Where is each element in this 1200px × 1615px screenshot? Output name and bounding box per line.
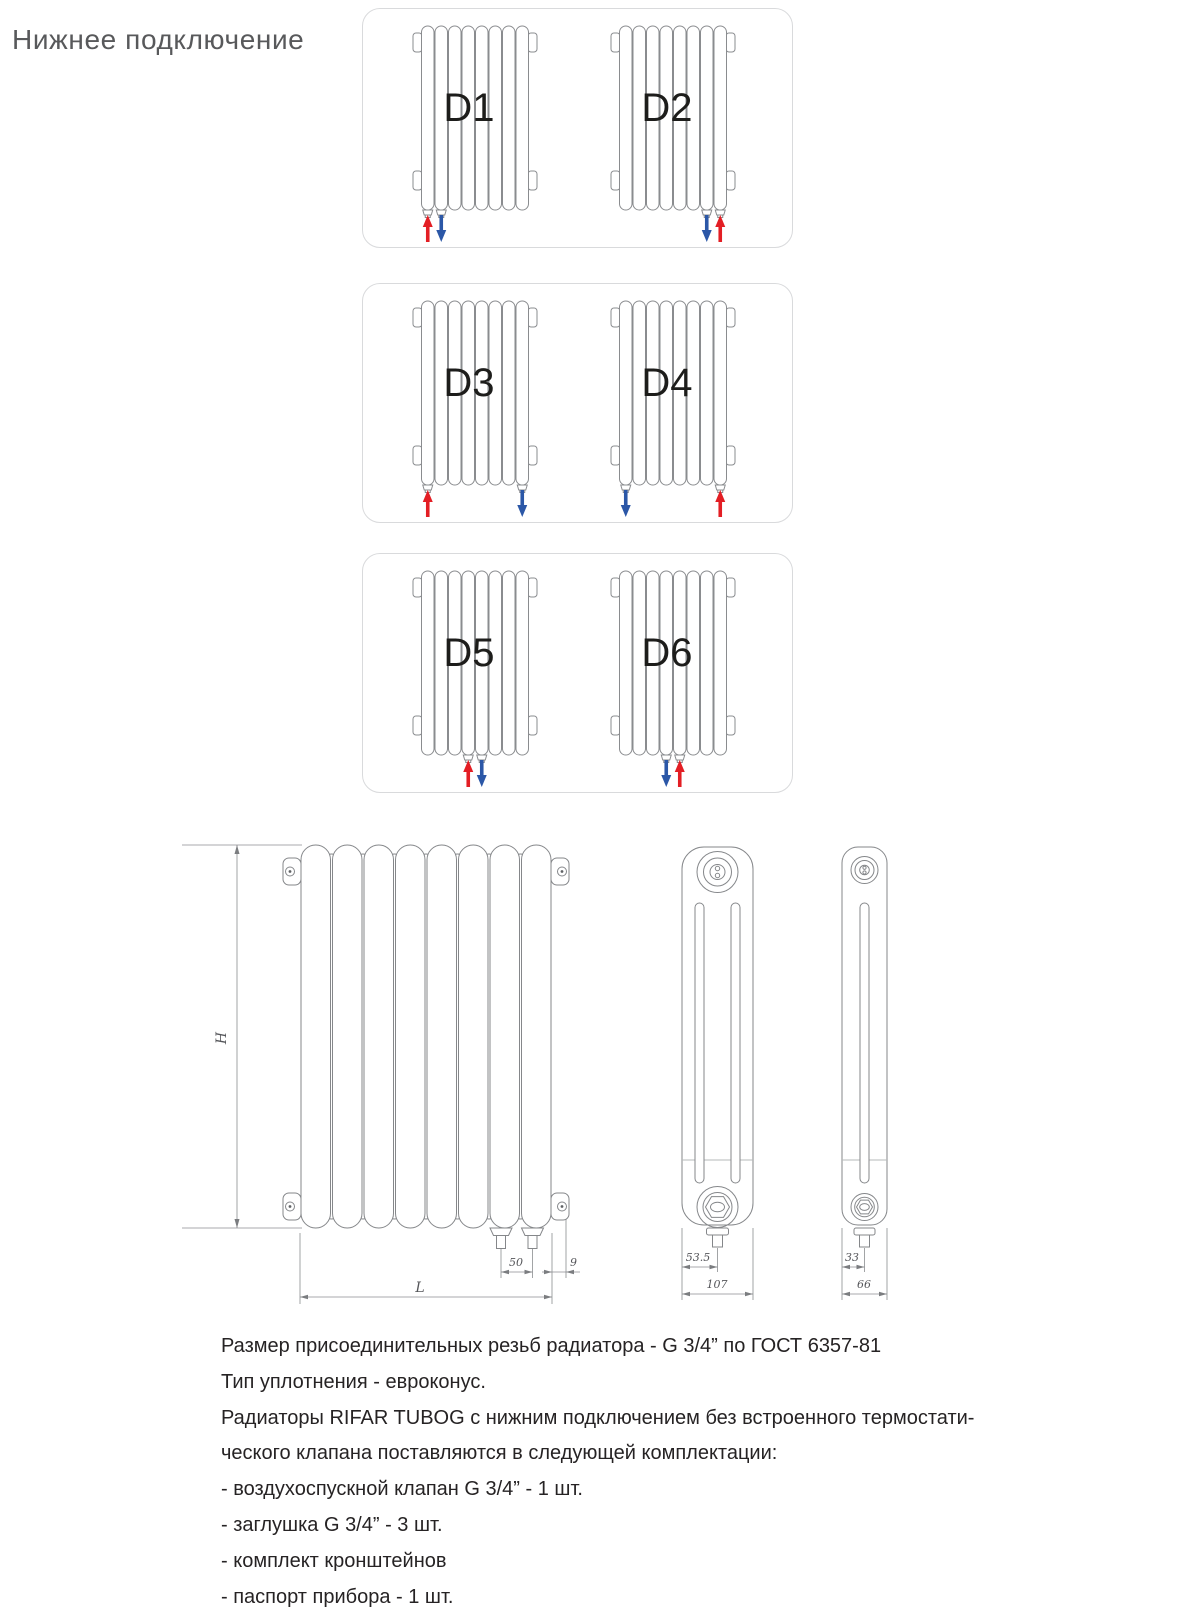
supply-arrow-up-icon <box>423 490 433 517</box>
radiator-illustration-d3 <box>413 299 537 519</box>
supply-arrow-up-icon <box>715 490 725 517</box>
dim-height-label: H <box>214 1031 230 1045</box>
scheme-d6 <box>611 569 735 789</box>
return-arrow-down-icon <box>661 760 671 787</box>
scheme-d5 <box>413 569 537 789</box>
return-arrow-down-icon <box>436 215 446 242</box>
note-air-valve: - воздухоспускной клапан G 3/4” - 1 шт. <box>221 1478 583 1501</box>
scheme-label-d3: D3 <box>443 361 495 405</box>
radiator-illustration-d6 <box>611 569 735 789</box>
front-view-drawing <box>283 845 569 1249</box>
note-seal-type: Тип уплотнения - евроконус. <box>221 1370 486 1393</box>
note-kit-intro-2: ческого клапана поставляются в следующей комплектации: <box>221 1442 778 1465</box>
supply-arrow-up-icon <box>423 215 433 242</box>
supply-arrow-up-icon <box>715 215 725 242</box>
dim-depth3-label: 107 <box>706 1278 728 1291</box>
radiator-illustration-d4 <box>611 299 735 519</box>
supply-arrow-up-icon <box>675 760 685 787</box>
scheme-label-d5: D5 <box>443 631 495 675</box>
dim-length-label: L <box>415 1280 425 1296</box>
note-brackets: - комплект кронштейнов <box>221 1549 447 1572</box>
connection-schemes-box-2 <box>362 283 793 523</box>
scheme-d3 <box>413 299 537 519</box>
side-view-depth66-drawing <box>842 847 887 1247</box>
scheme-d1 <box>413 24 537 244</box>
note-kit-intro-1: Радиаторы RIFAR TUBOG с нижним подключением без встроенного термостати- <box>221 1406 975 1429</box>
supply-arrow-up-icon <box>463 760 473 787</box>
note-plug: - заглушка G 3/4” - 3 шт. <box>221 1513 443 1536</box>
front-view-columns <box>301 845 551 1228</box>
scheme-label-d2: D2 <box>641 86 693 130</box>
scheme-d4 <box>611 299 735 519</box>
dim-pipe-spacing-label: 50 <box>509 1256 523 1269</box>
note-thread-size: Размер присоединительных резьб радиатора - G 3/4” по ГОСТ 6357-81 <box>221 1335 882 1357</box>
scheme-d2 <box>611 24 735 244</box>
dim-depth2-axis-label: 33 <box>845 1251 859 1264</box>
technical-drawing <box>180 808 900 1308</box>
side-view-depth107-drawing <box>682 847 753 1247</box>
note-passport: - паспорт прибора - 1 шт. <box>221 1585 454 1608</box>
return-arrow-down-icon <box>702 215 712 242</box>
connection-schemes-box-1 <box>362 8 793 248</box>
radiator-illustration-d5 <box>413 569 537 789</box>
connection-schemes-box-3 <box>362 553 793 793</box>
radiator-illustration-d2 <box>611 24 735 244</box>
dim-edge-offset-label: 9 <box>570 1256 577 1269</box>
bottom-connection-stubs <box>490 1228 544 1249</box>
dim-depth2-label: 66 <box>857 1278 871 1291</box>
return-arrow-down-icon <box>621 490 631 517</box>
scheme-label-d6: D6 <box>641 631 693 675</box>
scheme-label-d4: D4 <box>641 361 693 405</box>
dim-depth3-axis-label: 53.5 <box>685 1251 711 1264</box>
return-arrow-down-icon <box>517 490 527 517</box>
return-arrow-down-icon <box>477 760 487 787</box>
page-title: Нижнее подключение <box>12 24 305 55</box>
scheme-label-d1: D1 <box>443 86 495 130</box>
notes-block <box>221 1329 974 1615</box>
radiator-illustration-d1 <box>413 24 537 244</box>
